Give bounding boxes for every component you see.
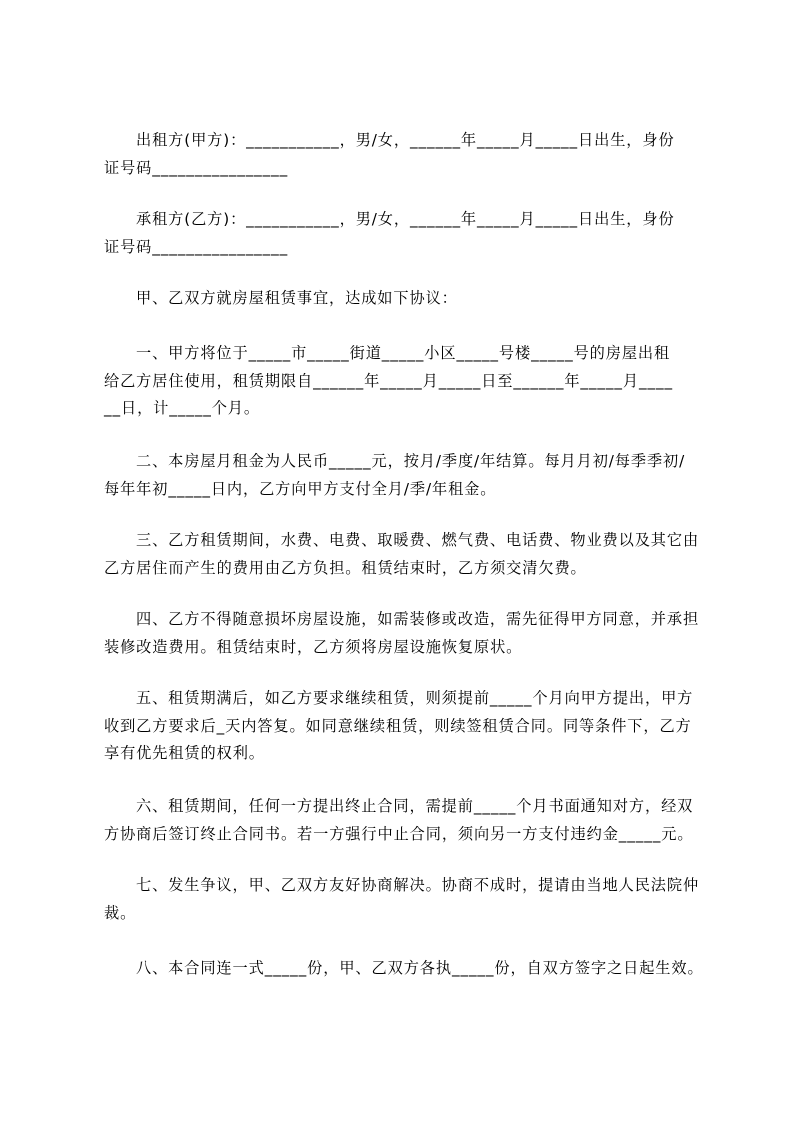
paragraph-line: __日，计_____个月。 bbox=[104, 399, 260, 418]
clause-1-paragraph bbox=[104, 340, 709, 423]
paragraph-line: 甲、乙双方就房屋租赁事宜，达成如下协议： bbox=[136, 289, 458, 307]
paragraph-line: 六、租赁期间，任何一方提出终止合同，需提前_____个月书面通知对方，经双 bbox=[136, 797, 694, 815]
paragraph-line: 方协商后签订终止合同书。若一方强行中止合同，须向另一方支付违约金_____元。 bbox=[104, 824, 694, 843]
paragraph-line: 五、租赁期满后，如乙方要求继续租赁，则须提前_____个月向甲方提出，甲方 bbox=[136, 689, 694, 707]
paragraph-line: 四、乙方不得随意损坏房屋设施，如需装修或改造，需先征得甲方同意，并承担 bbox=[136, 610, 700, 628]
paragraph-line: 二、本房屋月租金为人民币_____元，按月/季度/年结算。每月月初/每季季初/ bbox=[136, 452, 686, 470]
paragraph-line: 装修改造费用。租赁结束时，乙方须将房屋设施恢复原状。 bbox=[104, 637, 523, 656]
paragraph-line: 裁。 bbox=[104, 903, 137, 922]
clause-5-paragraph bbox=[104, 685, 709, 768]
paragraph-line: 收到乙方要求后_天内答复。如同意继续租赁，则续签租赁合同。同等条件下，乙方 bbox=[104, 716, 692, 735]
clause-3-paragraph bbox=[104, 527, 709, 582]
paragraph-line: 八、本合同连一式_____份，甲、乙双方各执_____份，自双方签字之日起生效。 bbox=[136, 959, 704, 977]
paragraph-line: 三、乙方租赁期间，水费、电费、取暖费、燃气费、电话费、物业费以及其它由 bbox=[136, 531, 700, 549]
paragraph-line: 给乙方居住使用，租赁期限自______年_____月_____日至______年_____月____ bbox=[104, 371, 673, 390]
paragraph-line: 证号码________________ bbox=[104, 158, 289, 177]
paragraph-line: 每年年初_____日内，乙方向甲方支付全月/季/年租金。 bbox=[104, 479, 497, 498]
clause-7-paragraph bbox=[104, 872, 709, 927]
lessee-info-paragraph bbox=[104, 206, 709, 261]
paragraph-line: 证号码________________ bbox=[104, 237, 289, 256]
paragraph-line: 承租方(乙方)：___________，男/女，______年_____月_____日出生，身份 bbox=[136, 210, 675, 228]
paragraph-line: 七、发生争议，甲、乙双方友好协商解决。协商不成时，提请由当地人民法院仲 bbox=[136, 876, 700, 894]
clause-2-paragraph bbox=[104, 448, 709, 503]
clause-6-paragraph bbox=[104, 793, 709, 848]
clause-4-paragraph bbox=[104, 606, 709, 661]
clause-8-paragraph bbox=[104, 955, 709, 983]
paragraph-line: 乙方居住而产生的费用由乙方负担。租赁结束时，乙方须交清欠费。 bbox=[104, 558, 587, 577]
agreement-intro-paragraph bbox=[104, 285, 709, 313]
paragraph-line: 一、甲方将位于_____市_____街道_____小区_____号楼_____号的房屋出租 bbox=[136, 344, 671, 362]
paragraph-line: 出租方(甲方)：___________，男/女，______年_____月_____日出生，身份 bbox=[136, 131, 675, 149]
paragraph-line: 享有优先租赁的权利。 bbox=[104, 744, 265, 763]
lessor-info-paragraph bbox=[104, 127, 709, 182]
